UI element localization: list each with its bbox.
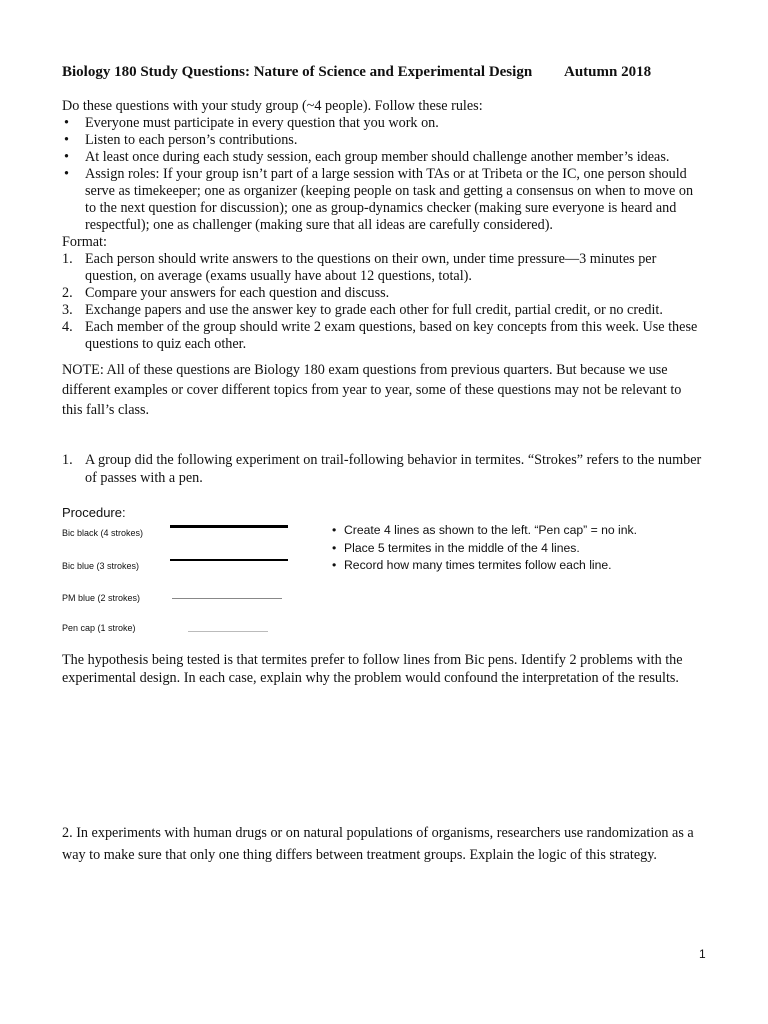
bic-blue-line (170, 559, 288, 561)
format-step (62, 251, 702, 285)
question-1-text: A group did the following experiment on trail-following behavior in termites. “Strokes” refers to the number of passes with a pen. (85, 452, 702, 486)
format-step-text: Each person should write answers to the questions on their own, under time pressure—3 minutes per question, on average (exams usually have about 12 questions, total). (85, 251, 657, 284)
question-2: 2. In experiments with human drugs or on natural populations of organisms, researchers use randomization as a way to make sure that only one thing differs between treatment groups. Explain the logic of this strategy. (62, 825, 694, 863)
format-step-text: Each member of the group should write 2 exam questions, based on key concepts from this week. Use these questions to quiz each other. (85, 319, 698, 352)
instructions-section (62, 98, 702, 353)
procedure-step: • Record how many times termites follow each line. (332, 557, 637, 575)
pen-cap-line (188, 631, 268, 632)
format-list (62, 251, 702, 353)
rule-item: • At least once during each study session, each group member should challenge another member’s ideas. (62, 149, 702, 166)
procedure-step: • Place 5 termites in the middle of the 4 lines. (332, 540, 637, 558)
pen-label-pen-cap: Pen cap (1 stroke) (62, 623, 136, 633)
pen-label-pm-blue: PM blue (2 strokes) (62, 593, 141, 603)
pen-label-bic-blue: Bic blue (3 strokes) (62, 561, 140, 571)
instructions-lead: Do these questions with your study group (~4 people). Follow these rules: (62, 98, 483, 114)
hypothesis-paragraph: The hypothesis being tested is that termites prefer to follow lines from Bic pens. Identify 2 problems with the experimental design. In each case, explain why the problem would confound the interpretation of the results. (62, 652, 683, 686)
pen-label-bic-black: Bic black (4 strokes) (62, 528, 144, 538)
procedure-step: • Create 4 lines as shown to the left. “Pen cap” = no ink. (332, 522, 637, 540)
format-step-number: 3. (62, 302, 73, 318)
question-1-number: 1. (62, 452, 73, 468)
title-text: Biology 180 Study Questions: Nature of Science and Experimental Design (62, 64, 533, 80)
document-title (62, 64, 702, 81)
question-1 (62, 451, 702, 487)
rule-item: • Listen to each person’s contributions. (62, 132, 702, 149)
procedure-figure (62, 505, 722, 645)
format-step (62, 285, 702, 302)
format-step (62, 302, 702, 319)
format-step-number: 4. (62, 319, 73, 335)
format-step-number: 1. (62, 251, 73, 267)
term-label: Autumn 2018 (564, 64, 652, 80)
page-number: 1 (699, 947, 706, 961)
bic-black-line (170, 525, 288, 528)
procedure-title: Procedure: (62, 505, 126, 520)
rule-item: • Assign roles: If your group isn’t part of a large session with TAs or at Tribeta or the IC, one person should serve as timekeeper; one as organizer (keeping people on task and getting a consensus on when to move on to the next question for discussion); one as group-dynamics checker (making sure everyone is heard and respectful); one as challenger (making sure that all ideas are carefully considered). (62, 166, 702, 234)
format-step-text: Compare your answers for each question and discuss. (85, 285, 390, 301)
format-step (62, 319, 702, 353)
rules-list (62, 115, 702, 234)
format-step-number: 2. (62, 285, 73, 301)
procedure-steps (332, 522, 637, 575)
rule-item: • Everyone must participate in every question that you work on. (62, 115, 702, 132)
pm-blue-line (172, 598, 282, 599)
format-step-text: Exchange papers and use the answer key to grade each other for full credit, partial credit, or no credit. (85, 302, 663, 318)
format-label: Format: (62, 234, 107, 250)
note-paragraph: NOTE: All of these questions are Biology 180 exam questions from previous quarters. But because we use different examples or cover different topics from year to year, some of these questions may not be relevant to this fall’s class. (62, 362, 682, 418)
